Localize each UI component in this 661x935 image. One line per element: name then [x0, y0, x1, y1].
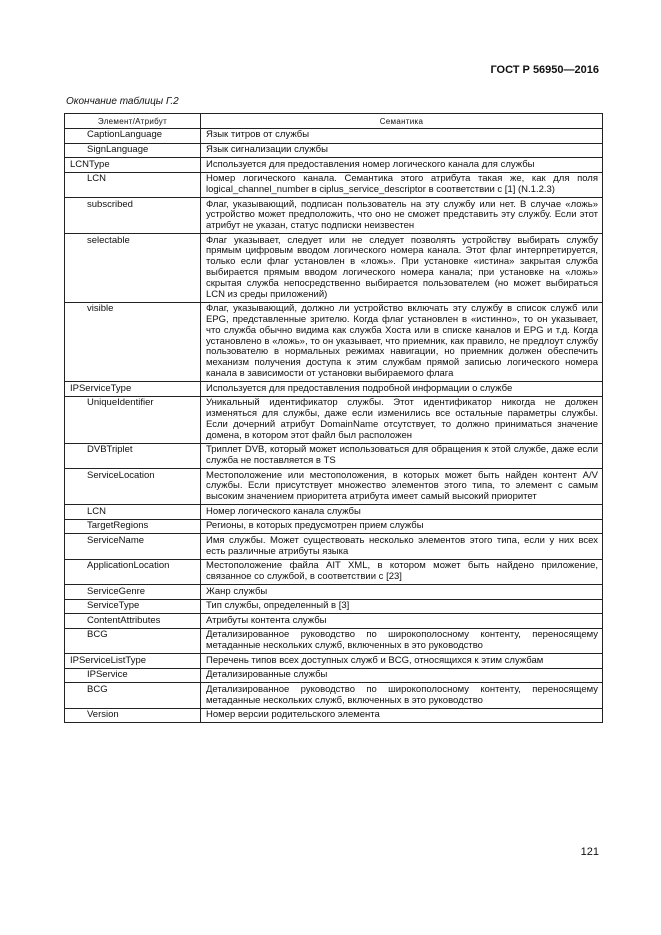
page-number: 121 — [580, 846, 599, 858]
semantics-cell: Имя службы. Может существовать несколько элементов этого типа, если у них всех есть различные атрибуты языка — [201, 534, 603, 559]
table-row — [65, 505, 603, 520]
standard-designation: ГОСТ Р 56950—2016 — [490, 64, 599, 76]
table-row — [65, 382, 603, 397]
table-row — [65, 158, 603, 173]
column-header-element: Элемент/Атрибут — [65, 114, 201, 129]
semantics-cell: Номер логического канала службы — [201, 505, 603, 520]
semantics-cell: Номер логического канала. Семантика этого атрибута такая же, как для поля logical_channel_number в ciplus_service_descriptor в соответствии с [1] (N.1.2.3) — [201, 172, 603, 197]
semantics-cell: Детализированное руководство по широкополосному контенту, переносящему метаданные нескольких служб, включенных в это руководство — [201, 683, 603, 708]
table-header-row — [65, 114, 603, 129]
element-name-cell: IPServiceListType — [65, 654, 201, 669]
table-row — [65, 683, 603, 708]
attributes-table — [64, 113, 603, 723]
element-name-cell: ServiceName — [65, 534, 201, 559]
element-name-cell: Version — [65, 708, 201, 723]
semantics-cell: Тип службы, определенный в [3] — [201, 599, 603, 614]
table-row — [65, 143, 603, 158]
element-name-cell: IPServiceType — [65, 382, 201, 397]
table-row — [65, 585, 603, 600]
element-name-cell: BCG — [65, 683, 201, 708]
table-row — [65, 172, 603, 197]
table-row — [65, 443, 603, 468]
element-name-cell: LCNType — [65, 158, 201, 173]
element-name-cell: ApplicationLocation — [65, 559, 201, 584]
table-row — [65, 628, 603, 653]
table-body — [65, 129, 603, 723]
table-row — [65, 234, 603, 303]
semantics-cell: Флаг указывает, следует или не следует позволять устройству выбирать службу прямым цифровым вводом логического номера канала. Этот флаг интерпретируется, только если флаг установлен в «ложь». При установке «истина» закрытая служба выбирается прямым вводом логического номера канала; при установке на «ложь» скрытая служба непосредственно выбирается пользователем (но может выбираться LCN из среды приложений) — [201, 234, 603, 303]
table-row — [65, 198, 603, 234]
semantics-cell: Используется для предоставления подробной информации о службе — [201, 382, 603, 397]
semantics-cell: Детализированные службы — [201, 668, 603, 683]
table-row — [65, 668, 603, 683]
element-name-cell: LCN — [65, 172, 201, 197]
semantics-cell: Уникальный идентификатор службы. Этот идентификатор никогда не должен изменяться для службы, даже если изменились все остальные параметры службы. Если дочерний атрибут DomainName отсутствует, то должно приниматься значение домена, в котором этот файл был расположен — [201, 396, 603, 443]
element-name-cell: DVBTriplet — [65, 443, 201, 468]
semantics-cell: Регионы, в которых предусмотрен прием службы — [201, 519, 603, 534]
element-name-cell: ServiceType — [65, 599, 201, 614]
table-row — [65, 396, 603, 443]
element-name-cell: TargetRegions — [65, 519, 201, 534]
element-name-cell: ServiceLocation — [65, 469, 201, 505]
semantics-cell: Перечень типов всех доступных служб и BCG, относящихся к этим службам — [201, 654, 603, 669]
element-name-cell: CaptionLanguage — [65, 129, 201, 144]
element-name-cell: ContentAttributes — [65, 614, 201, 629]
element-name-cell: UniqueIdentifier — [65, 396, 201, 443]
element-name-cell: SignLanguage — [65, 143, 201, 158]
table-row — [65, 129, 603, 144]
element-name-cell: subscribed — [65, 198, 201, 234]
element-name-cell: visible — [65, 302, 201, 381]
element-name-cell: selectable — [65, 234, 201, 303]
table-row — [65, 654, 603, 669]
table-row — [65, 469, 603, 505]
semantics-cell: Жанр службы — [201, 585, 603, 600]
table-row — [65, 614, 603, 629]
semantics-cell: Триплет DVB, который может использоваться для обращения к этой службе, даже если служба не поставляется в TS — [201, 443, 603, 468]
table-row — [65, 708, 603, 723]
table-row — [65, 559, 603, 584]
element-name-cell: BCG — [65, 628, 201, 653]
semantics-cell: Язык сигнализации службы — [201, 143, 603, 158]
semantics-cell: Детализированное руководство по широкополосному контенту, переносящему метаданные нескольких служб, включенных в это руководство — [201, 628, 603, 653]
table-row — [65, 302, 603, 381]
table-row — [65, 534, 603, 559]
table-row — [65, 599, 603, 614]
semantics-cell: Флаг, указывающий, подписан пользователь на эту службу или нет. В случае «ложь» устройство может предположить, что оно не сможет представить эту службу. Если этот атрибут не указан, статус подписки неизвестен — [201, 198, 603, 234]
semantics-cell: Местоположение или местоположения, в которых может быть найден контент A/V службы. Если присутствует множество элементов этого типа, то элемент с самым высоким значением приоритета атрибута имеет самый высокий приоритет — [201, 469, 603, 505]
semantics-cell: Язык титров от службы — [201, 129, 603, 144]
table-caption: Окончание таблицы Г.2 — [66, 96, 179, 107]
semantics-cell: Флаг, указывающий, должно ли устройство включать эту службу в список служб или EPG, представленные зрителю. Когда флаг установлен в «истинно», то он указывает, что служба обычно видима как служба Хоста или в списке каналов и EPG и т.д. Когда установлено в «ложь», то он указывает, что приемник, как правило, не предлоут службу пользователю в нормальных режимах навигации, но приемник должен обеспечить механизм получения доступа к этим службам прямой записью логического номера канала в зависимости от установки выбираемого флага — [201, 302, 603, 381]
semantics-cell: Используется для предоставления номер логического канала для службы — [201, 158, 603, 173]
table-row — [65, 519, 603, 534]
element-name-cell: LCN — [65, 505, 201, 520]
element-name-cell: ServiceGenre — [65, 585, 201, 600]
semantics-cell: Номер версии родительского элемента — [201, 708, 603, 723]
semantics-cell: Местоположение файла AIT XML, в котором может быть найдено приложение, связанное со службой, в соответствии с [23] — [201, 559, 603, 584]
semantics-cell: Атрибуты контента службы — [201, 614, 603, 629]
column-header-semantics: Семантика — [201, 114, 603, 129]
element-name-cell: IPService — [65, 668, 201, 683]
